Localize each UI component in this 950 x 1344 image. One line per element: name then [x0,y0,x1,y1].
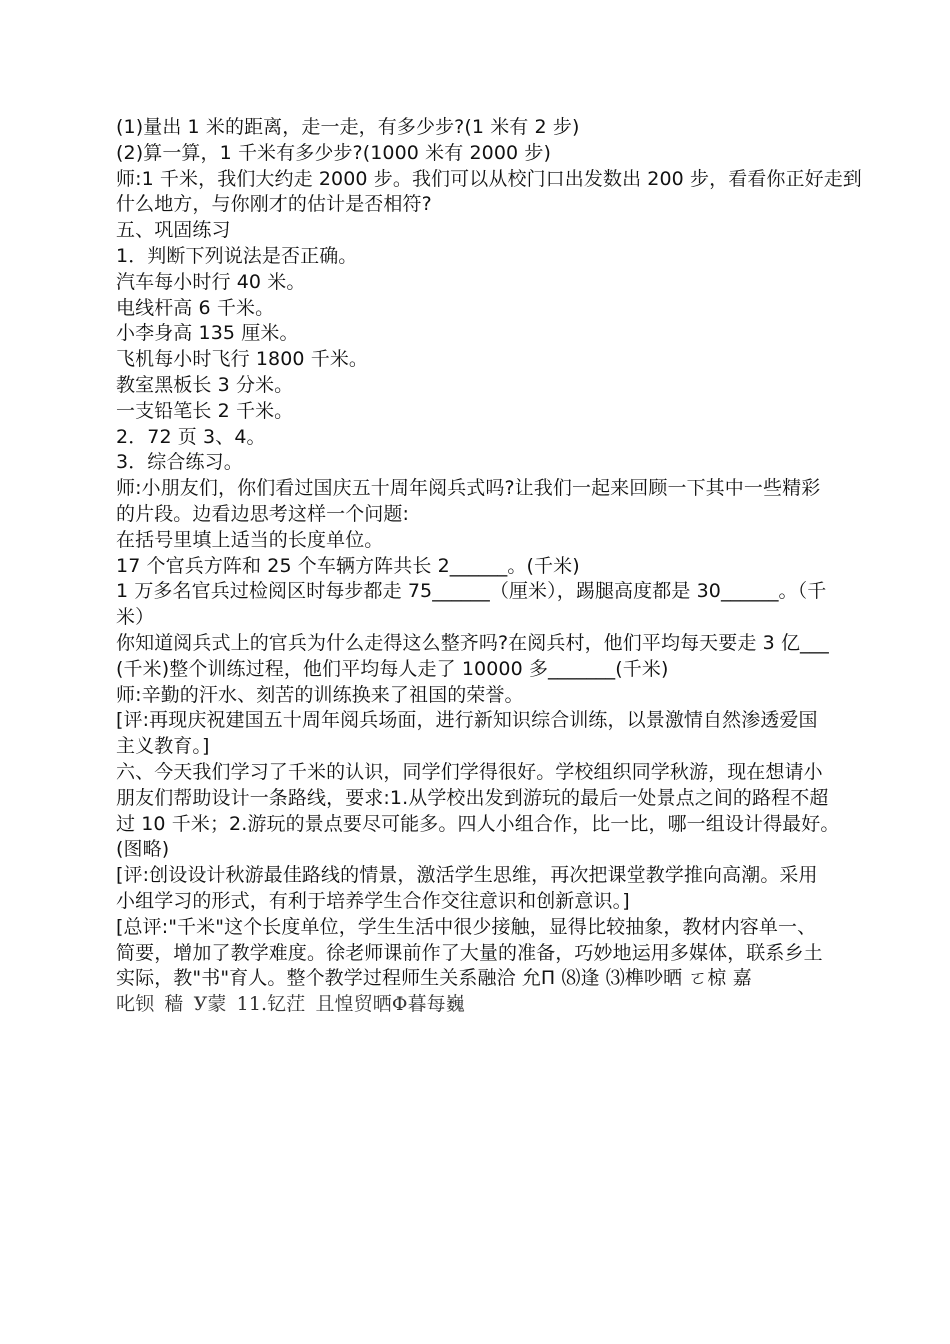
text-line: [评:创设设计秋游最佳路线的情景，激活学生思维，再次把课堂教学推向高潮。采用 [116,864,818,887]
text-line: 师:辛勤的汗水、刻苦的训练换来了祖国的荣誉。 [116,683,524,706]
text-line: 2．72 页 3、4。 [116,425,266,448]
text-line: 飞机每小时飞行 1800 千米。 [116,348,369,371]
text-line: 小李身高 135 厘米。 [116,322,299,345]
text-line: 教室黑板长 3 分米。 [116,373,294,396]
text-line: 1 万多名官兵过检阅区时每步都走 75______（厘米），踢腿高度都是 30______。（千 [116,580,827,603]
text-line: 过 10 千米；2.游玩的景点要尽可能多。四人小组合作，比一比，哪一组设计得最好。 [116,812,840,835]
section-heading: 六、今天我们学习了千米的认识，同学们学得很好。学校组织同学秋游，现在想请小 [116,760,823,783]
text-line: (图略) [116,838,170,861]
text-line: [总评:"千米"这个长度单位，学生生活中很少接触，显得比较抽象，教材内容单一、 [116,915,817,938]
text-line: 简要，增加了教学难度。徐老师课前作了大量的准备，巧妙地运用多媒体，联系乡土 [116,941,823,964]
text-line: 17 个官兵方阵和 25 个车辆方阵共长 2______。(千米) [116,554,580,577]
text-line: 的片段。边看边思考这样一个问题: [116,502,410,525]
text-line: 什么地方，与你刚才的估计是否相符? [116,193,432,216]
text-line: 1．判断下列说法是否正确。 [116,244,358,267]
text-line: 一支铅笔长 2 千米。 [116,399,294,422]
text-line: 在括号里填上适当的长度单位。 [116,528,384,551]
text-line: 你知道阅兵式上的官兵为什么走得这么整齐吗?在阅兵村，他们平均每天要走 3 亿___ [116,631,829,654]
text-line: 朋友们帮助设计一条路线，要求:1.从学校出发到游玩的最后一处景点之间的路程不超 [116,786,829,809]
text-line: 电线杆高 6 千米。 [116,296,275,319]
text-line: 小组学习的形式，有利于培养学生合作交往意识和创新意识。] [116,889,630,912]
text-line: 米） [116,606,155,629]
text-line: 主义教育。] [116,735,210,758]
garbled-text-line: 叱钡 穑 У蒙 11.钇茳 且惶贸晒Φ暮每巍 [116,993,465,1016]
document-body [116,115,862,1018]
text-line: 3．综合练习。 [116,451,243,474]
text-line: (2)算一算，1 千米有多少步?(1000 米有 2000 步) [116,141,551,164]
text-line: 师:小朋友们，你们看过国庆五十周年阅兵式吗?让我们一起来回顾一下其中一些精彩 [116,477,821,500]
text-line: 实际，教"书"育人。整个教学过程师生关系融洽 允Π ⑻逢 ⑶榫吵晒 ㄛ椋 嘉 [116,967,752,990]
text-line: 汽车每小时行 40 米。 [116,270,306,293]
section-heading: 五、巩固练习 [116,219,231,242]
text-line: (千米)整个训练过程，他们平均每人走了 10000 多_______(千米) [116,657,669,680]
text-line: [评:再现庆祝建国五十周年阅兵场面，进行新知识综合训练，以景激情自然渗透爱国 [116,709,818,732]
text-line: (1)量出 1 米的距离，走一走，有多少步?(1 米有 2 步) [116,116,580,138]
text-line: 师:1 千米，我们大约走 2000 步。我们可以从校门口出发数出 200 步，看看你正好走到 [116,167,862,190]
